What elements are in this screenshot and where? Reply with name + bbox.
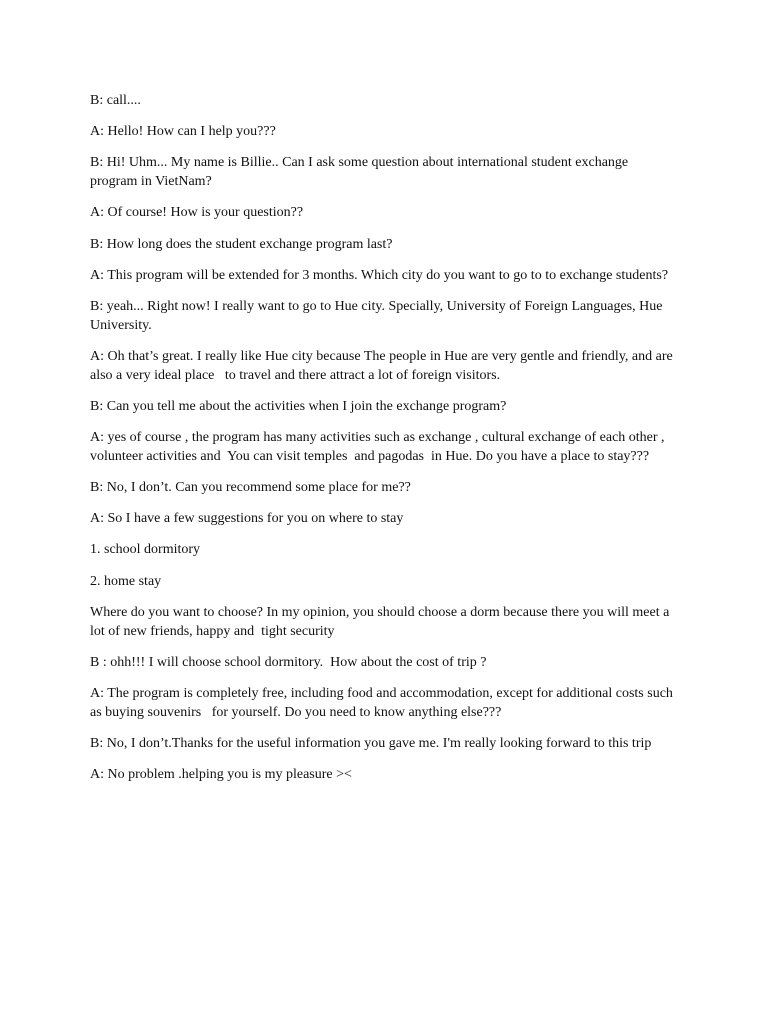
- dialogue-line: A: This program will be extended for 3 months. Which city do you want to go to to exchange students?: [90, 267, 669, 283]
- dialogue-line: B: Hi! Uhm... My name is Billie.. Can I ask some question about international student exchange program in VietNam?: [90, 155, 632, 190]
- dialogue-line: B: No, I don’t. Can you recommend some place for me??: [90, 480, 411, 496]
- dialogue-line: A: Hello! How can I help you???: [90, 124, 276, 140]
- dialogue-line: B: How long does the student exchange program last?: [90, 236, 393, 252]
- list-item: 2. home stay: [90, 573, 162, 589]
- dialogue-line: B: Can you tell me about the activities when I join the exchange program?: [90, 398, 507, 414]
- dialogue-line: A: yes of course , the program has many activities such as exchange , cultural exchange of each other , volunteer activities and You can visit temples and pagodas in Hue. Do you have a place to stay???: [90, 430, 669, 464]
- dialogue-line: A: No problem .helping you is my pleasure ><: [90, 767, 352, 783]
- dialogue-line: Where do you want to choose? In my opinion, you should choose a dorm because there you will meet a lot of new friends, happy and tight security: [90, 604, 673, 639]
- dialogue-line: A: So I have a few suggestions for you on where to stay: [90, 511, 404, 527]
- dialogue-line: B: call....: [90, 93, 141, 108]
- dialogue-line: B : ohh!!! I will choose school dormitory. How about the cost of trip ?: [90, 654, 487, 670]
- dialogue-line: B: yeah... Right now! I really want to go to Hue city. Specially, University of Foreign Languages, Hue University.: [90, 298, 666, 333]
- dialogue-line: A: Oh that’s great. I really like Hue city because The people in Hue are very gentle and friendly, and are also a very ideal place to travel and there attract a lot of foreign visitors.: [90, 348, 677, 383]
- list-item: 1. school dormitory: [90, 542, 201, 558]
- dialogue-line: A: The program is completely free, including food and accommodation, except for additional costs such as buying souvenirs for yourself. Do you need to know anything else???: [90, 685, 677, 720]
- dialogue-line: A: Of course! How is your question??: [90, 205, 304, 221]
- document-body: [90, 92, 678, 797]
- dialogue-line: B: No, I don’t.Thanks for the useful information you gave me. I'm really looking forward to this trip: [90, 735, 652, 751]
